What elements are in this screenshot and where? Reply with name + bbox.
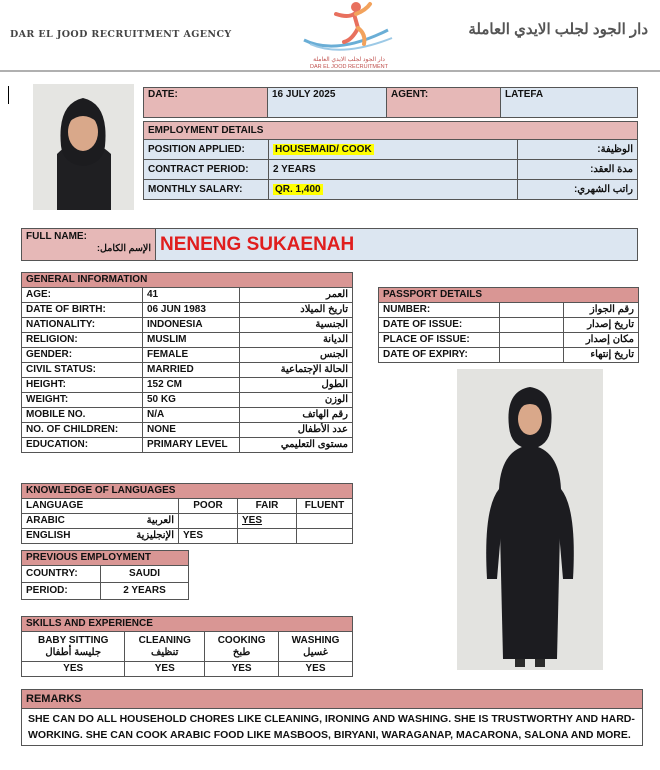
general-label: AGE:: [22, 288, 143, 303]
general-value: NONE: [143, 423, 240, 438]
agency-logo: [296, 0, 402, 70]
general-value: INDONESIA: [143, 318, 240, 333]
skill-name-en: WASHING: [291, 634, 340, 646]
position-label: POSITION APPLIED:: [144, 140, 269, 160]
general-value: MUSLIM: [143, 333, 240, 348]
languages-title: KNOWLEDGE OF LANGUAGES: [22, 484, 353, 499]
position-value: HOUSEMAID/ COOK: [275, 143, 372, 155]
agent-value: LATEFA: [501, 88, 638, 118]
skill-value: YES: [22, 662, 125, 677]
full-name-label-cell: [22, 229, 156, 261]
candidate-photo-small: [33, 84, 134, 210]
date-agent-table: [143, 87, 638, 118]
logo-text-en: DAR EL JOOD RECRUITMENT: [309, 64, 389, 70]
lang-name: ARABIC: [26, 515, 65, 526]
general-value: PRIMARY LEVEL: [143, 438, 240, 453]
general-label: GENDER:: [22, 348, 143, 363]
agency-name-ar: دار الجود لجلب الايدي العاملة: [468, 21, 648, 38]
passport-value: [500, 333, 564, 348]
general-label: RELIGION:: [22, 333, 143, 348]
general-label-ar: الوزن: [240, 393, 353, 408]
skills-table: [21, 616, 353, 677]
general-value: MARRIED: [143, 363, 240, 378]
full-name-value: NENENG SUKAENAH: [156, 229, 638, 261]
general-info-row: [22, 393, 353, 408]
skill-name-ar: تنظيف: [151, 646, 179, 658]
lang-row-english: [22, 529, 179, 544]
general-label: NO. OF CHILDREN:: [22, 423, 143, 438]
general-label-ar: الديانة: [240, 333, 353, 348]
general-info-row: [22, 363, 353, 378]
passport-label: NUMBER:: [379, 303, 500, 318]
text-cursor: [8, 86, 9, 104]
passport-row: [379, 303, 639, 318]
general-label: EDUCATION:: [22, 438, 143, 453]
skill-value: YES: [125, 662, 205, 677]
position-label-ar: الوظيفة:: [518, 140, 638, 160]
general-value: 41: [143, 288, 240, 303]
general-value: FEMALE: [143, 348, 240, 363]
general-info-row: [22, 378, 353, 393]
skill-header: [22, 632, 125, 662]
date-value: 16 JULY 2025: [268, 88, 387, 118]
previous-employment-table: [21, 550, 189, 600]
lang-name: ENGLISH: [26, 530, 71, 541]
general-label-ar: عدد الأطفال: [240, 423, 353, 438]
lang-col-poor: POOR: [179, 499, 238, 514]
skill-name-ar: طبخ: [232, 646, 251, 658]
general-info-row: [22, 423, 353, 438]
salary-label-ar: راتب الشهري:: [518, 180, 638, 200]
general-info-row: [22, 408, 353, 423]
skill-name-en: BABY SITTING: [37, 634, 109, 646]
remarks-title: REMARKS: [22, 690, 643, 709]
general-value: 06 JUN 1983: [143, 303, 240, 318]
prev-country-label: COUNTRY:: [22, 566, 101, 583]
header-divider: [0, 70, 660, 72]
lang-fair: YES: [238, 514, 297, 529]
general-label: HEIGHT:: [22, 378, 143, 393]
general-label-ar: تاريخ الميلاد: [240, 303, 353, 318]
lang-col-fair: FAIR: [238, 499, 297, 514]
general-label-ar: الحالة الإجتماعية: [240, 363, 353, 378]
general-label: DATE OF BIRTH:: [22, 303, 143, 318]
skill-header: [205, 632, 279, 662]
general-info-row: [22, 303, 353, 318]
skill-value: YES: [279, 662, 353, 677]
general-label: MOBILE NO.: [22, 408, 143, 423]
lang-poor: YES: [179, 529, 238, 544]
passport-value: [500, 303, 564, 318]
contract-label-ar: مدة العقد:: [518, 160, 638, 180]
passport-row: [379, 318, 639, 333]
skills-title: SKILLS AND EXPERIENCE: [22, 617, 353, 632]
passport-label-ar: رقم الجواز: [564, 303, 639, 318]
lang-name-ar: الإنجليزية: [136, 530, 174, 541]
lang-fluent: [297, 514, 353, 529]
general-value: 50 KG: [143, 393, 240, 408]
employment-details-table: [143, 121, 638, 200]
passport-row: [379, 348, 639, 363]
general-info-row: [22, 288, 353, 303]
full-name-table: [21, 228, 638, 261]
lang-name-ar: العربية: [146, 515, 174, 526]
general-info-table: [21, 272, 353, 453]
general-label: WEIGHT:: [22, 393, 143, 408]
contract-value: 2 YEARS: [269, 160, 518, 180]
full-name-label: FULL NAME:: [26, 231, 87, 242]
date-label: DATE:: [144, 88, 268, 118]
prev-period-value: 2 YEARS: [101, 583, 189, 600]
salary-value: QR. 1,400: [275, 183, 321, 195]
passport-title: PASSPORT DETAILS: [379, 288, 639, 303]
lang-col-fluent: FLUENT: [297, 499, 353, 514]
general-label-ar: الطول: [240, 378, 353, 393]
skill-header: [125, 632, 205, 662]
skill-name-en: CLEANING: [138, 634, 191, 646]
general-info-row: [22, 333, 353, 348]
candidate-photo-full: [457, 369, 603, 670]
passport-value: [500, 318, 564, 333]
skill-header: [279, 632, 353, 662]
general-label-ar: الجنسية: [240, 318, 353, 333]
prev-country-value: SAUDI: [101, 566, 189, 583]
general-info-row: [22, 438, 353, 453]
full-name-label-ar: الإسم الكامل:: [96, 243, 151, 254]
lang-row-arabic: [22, 514, 179, 529]
passport-label: DATE OF EXPIRY:: [379, 348, 500, 363]
general-info-row: [22, 348, 353, 363]
general-value: N/A: [143, 408, 240, 423]
general-label-ar: الجنس: [240, 348, 353, 363]
languages-table: [21, 483, 353, 544]
agent-label: AGENT:: [387, 88, 501, 118]
passport-label: DATE OF ISSUE:: [379, 318, 500, 333]
lang-col-language: LANGUAGE: [22, 499, 179, 514]
employment-title: EMPLOYMENT DETAILS: [144, 122, 638, 140]
general-title: GENERAL INFORMATION: [22, 273, 353, 288]
general-label: NATIONALITY:: [22, 318, 143, 333]
skill-value: YES: [205, 662, 279, 677]
passport-label-ar: تاريخ إنتهاء: [564, 348, 639, 363]
contract-label: CONTRACT PERIOD:: [144, 160, 269, 180]
passport-row: [379, 333, 639, 348]
passport-value: [500, 348, 564, 363]
skill-name-ar: غسيل: [303, 646, 328, 658]
lang-poor: [179, 514, 238, 529]
general-label-ar: مستوى التعليمي: [240, 438, 353, 453]
passport-label-ar: تاريخ إصدار: [564, 318, 639, 333]
passport-table: [378, 287, 639, 363]
lang-fluent: [297, 529, 353, 544]
remarks-text: SHE CAN DO ALL HOUSEHOLD CHORES LIKE CLEANING, IRONING AND WASHING. SHE IS TRUSTWORTHY AND HARD-WORKING. SHE CAN COOK ARABIC FOOD LIKE MASBOOS, BIRYANI, WARAGANAP, MACARONA, SALONA AND MORE.: [22, 709, 643, 746]
logo-text-ar: دار الجود لجلب الايدي العاملة: [313, 57, 385, 63]
skill-name-ar: جليسة أطفال: [45, 646, 102, 658]
general-info-row: [22, 318, 353, 333]
salary-label: MONTHLY SALARY:: [144, 180, 269, 200]
general-label: CIVIL STATUS:: [22, 363, 143, 378]
general-label-ar: العمر: [240, 288, 353, 303]
prev-period-label: PERIOD:: [22, 583, 101, 600]
logo-icon: [296, 0, 402, 52]
agency-name-en: DAR EL JOOD RECRUITMENT AGENCY: [10, 29, 232, 40]
previous-title: PREVIOUS EMPLOYMENT: [22, 551, 189, 566]
skill-name-en: COOKING: [217, 634, 266, 646]
general-label-ar: رقم الهاتف: [240, 408, 353, 423]
lang-fair: [238, 529, 297, 544]
passport-label: PLACE OF ISSUE:: [379, 333, 500, 348]
remarks-table: [21, 689, 643, 746]
passport-label-ar: مكان إصدار: [564, 333, 639, 348]
general-value: 152 CM: [143, 378, 240, 393]
